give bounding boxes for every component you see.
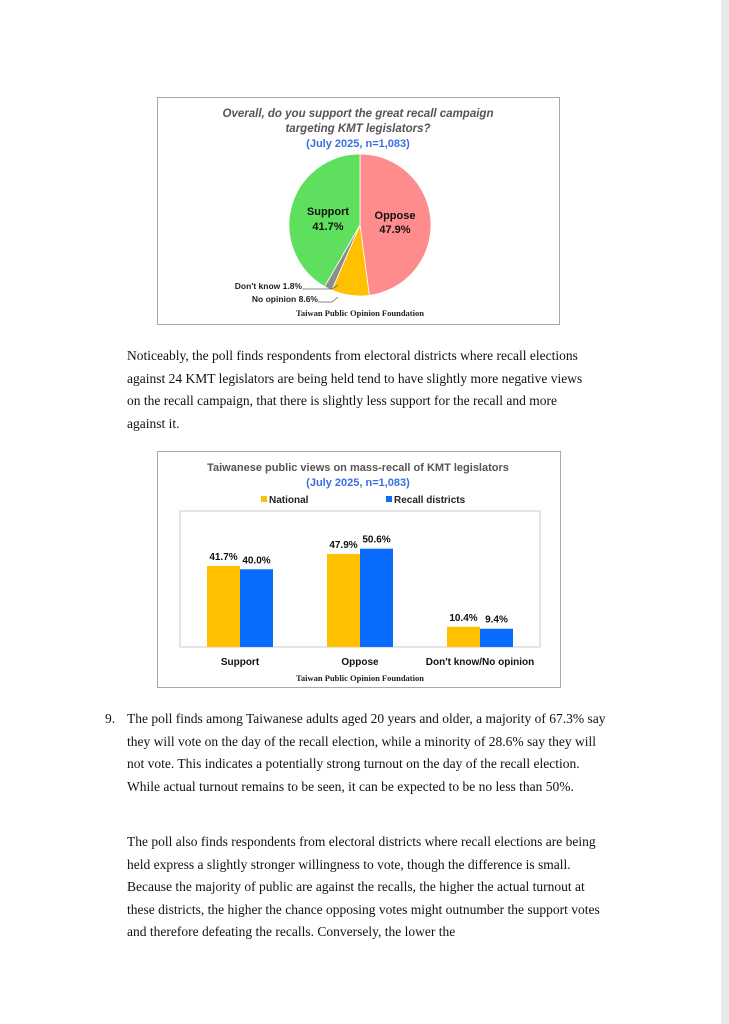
pie-chart-figure [157, 97, 560, 325]
page-edge [721, 0, 729, 1024]
bar-category-label: Oppose [341, 657, 379, 668]
legend-swatch-recall-districts [386, 496, 392, 502]
bar-category-label: Support [220, 657, 260, 668]
pie-source: Taiwan Public Opinion Foundation [296, 308, 424, 318]
bar-data-label: 47.9% [329, 539, 358, 551]
bar-support-national [207, 566, 240, 647]
bar-data-label: 50.6% [362, 534, 391, 546]
legend-label-national: National [269, 495, 309, 506]
bar-don-t-know-no-opinion-recall-districts [480, 629, 513, 647]
pie-label-dontknow: Don't know 1.8% [234, 281, 302, 291]
paragraph-district-willingness: The poll also finds respondents from electoral districts where recall elections are being held express a slightly stronger willingness to vote, though the difference is small. Because the majority of public are against the recalls, the higher the actual turnout at these districts, the higher the chance opposing votes might outnumber the support votes and therefore defeating the recalls. Conversely, the lower the [127, 834, 600, 939]
bar-data-label: 10.4% [449, 612, 478, 624]
bar-don-t-know-no-opinion-national [447, 627, 480, 647]
bar-data-label: 40.0% [242, 555, 271, 567]
paragraph-turnout: The poll finds among Taiwanese adults aged 20 years and older, a majority of 67.3% say they will vote on the day of the recall election, while a minority of 28.6% say they will not vote. This indicates a potentially strong turnout on the day of the recall election. While actual turnout remains to be seen, it can be expected to be no less than 50%. [127, 711, 606, 794]
bar-support-recall-districts [240, 569, 273, 647]
bar-source: Taiwan Public Opinion Foundation [296, 673, 424, 683]
legend-swatch-national [261, 496, 267, 502]
paragraph-recall-district-views: Noticeably, the poll finds respondents from electoral districts where recall elections against 24 KMT legislators are being held tend to have slightly more negative views on the recall campaign, that there is slightly less support for the recall and more against it. [127, 348, 583, 431]
pie-title-line1: Overall, do you support the great recall campaign [222, 108, 494, 120]
bar-legend [261, 495, 466, 506]
pie-label-support-name: Support [306, 206, 350, 218]
list-item-number: 9. [105, 711, 116, 726]
bar-category-labels [221, 657, 534, 668]
noopinion-leader-line-2 [332, 297, 338, 302]
bar-oppose-recall-districts [360, 549, 393, 647]
bar-oppose-national [327, 554, 360, 647]
legend-label-recall-districts: Recall districts [394, 495, 466, 506]
bar-data-label: 9.4% [485, 614, 508, 626]
bar-chart [158, 452, 560, 687]
bar-data-label: 41.7% [209, 551, 238, 563]
bar-category-label: Don't know/No opinion [425, 657, 535, 668]
pie-subtitle: (July 2025, n=1,083) [306, 138, 410, 150]
pie-chart [158, 98, 559, 324]
bar-chart-figure [157, 451, 561, 688]
pie-label-oppose-name: Oppose [374, 210, 416, 222]
pie-label-support-value: 41.7% [312, 221, 344, 233]
pie-label-oppose-value: 47.9% [379, 224, 411, 236]
pie-title-line2: targeting KMT legislators? [285, 123, 431, 135]
bar-subtitle: (July 2025, n=1,083) [306, 477, 410, 489]
bar-title: Taiwanese public views on mass-recall of KMT legislators [207, 462, 509, 474]
pie-label-noopinion: No opinion 8.6% [251, 294, 318, 304]
